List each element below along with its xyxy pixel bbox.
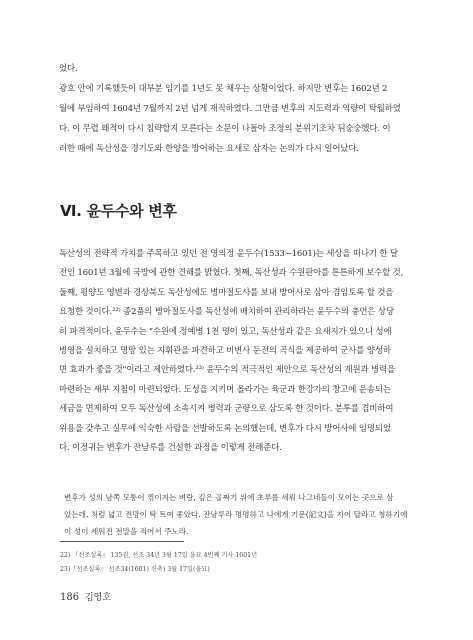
text-line: 히 파격적이다. 윤두수는 "수원에 정예병 1천 명이 있고, 독산성과 같은 요새지가 있으니 성에 (59, 325, 392, 336)
text-line: 다. 이 무렵 왜적이 다시 침략할지 모른다는 소문이 나돌아 조정의 분위기조차 뒤숭숭했다. 이 (59, 123, 391, 133)
quote-line: 았는데, 처럼 넓고 전망이 탁 트여 좋았다. 잔남루라 명명하고 나에게 기문(記文)을 지어 달라고 청하기에 (64, 510, 408, 519)
text-line: 었다. (59, 63, 78, 73)
text-line: 세금을 면제하여 모두 독산성에 소속시켜 병력과 군량으로 삼도록 한 것이다. 분투를 겸비하여 (59, 403, 394, 414)
text-line: 면 효과가 좋을 것"이라고 제안하였다.²³⁾ 윤두수의 적극적인 제안으로 독산성의 재원과 병력을 (59, 364, 396, 375)
quote-line: 이 성이 세워진 전말을 적어서 주노라. (64, 527, 189, 536)
section-heading: Ⅵ. 윤두수와 변후 (60, 202, 177, 220)
block-quote (64, 489, 410, 540)
text-line: 둘째, 평양도 영변과 경상북도 독산성에도 병마절도사를 보내 방어사로 삼아 겸임토록 할 것을 (59, 286, 394, 297)
footnote-divider (60, 541, 184, 542)
footnote: 22) 『선조실록』 135권, 선조 34년 3월 17일 을묘 4번째 기사 1601년 (60, 552, 258, 559)
main-paragraph (59, 244, 412, 457)
text-line: 러한 때에 독산성을 경기도와 한양을 방어하는 요새로 삼자는 논의가 다시 일어났다. (59, 143, 359, 153)
text-line: 위용을 갖추고 실무에 익숙한 사람을 선발하도록 논의했는데, 변후가 다시 방어사에 임명되었 (59, 422, 391, 433)
page-folio (60, 590, 111, 603)
text-line: 요청한 것이다.²²⁾ 종2품의 병마절도사를 독산성에 배치하여 관리하라는 윤두수의 충언은 상당 (59, 306, 394, 317)
text-line: 독산성의 전략적 가치를 주목하고 있던 전 영의정 윤두수(1533~1601)는 세상을 떠나기 한 달 (59, 248, 398, 258)
text-line: 마련하는 새부 지침이 마련되었다. 도성을 지키며 올라가는 육군과 한강가의 창고에 운송되는 (59, 383, 391, 394)
text-line: 다. 이정귀는 변후가 잔남루를 건설한 과정을 이렇게 전해준다. (59, 441, 282, 452)
top-paragraph (59, 58, 412, 158)
text-line: 전인 1601년 3월에 국방에 관한 견해를 밝혔다. 첫째, 독산성과 수원판아를 튼튼하게 보수할 것, (59, 267, 404, 278)
author-name: 김영호 (84, 593, 112, 603)
footnote: 23)『선조실록』 선조34(1601) 신축) 3월 17일(을묘) (60, 566, 210, 573)
text-line: 광호 안에 기록했듯이 대부분 임기를 1년도 못 채우는 상황이었다. 하지만 변후는 1602년 2 (59, 83, 388, 93)
text-line: 병영을 설치하고 명망 있는 지휘관을 파견하고 비변사 둔전의 곡식을 제공하여 군사를 양성하 (59, 344, 391, 355)
quote-line: 변후가 성의 남쪽 모퉁이 꺾이지는 벼랑, 깊은 골짜기 위에 초루를 세워 나그네들이 모이는 곳으로 삼 (64, 493, 394, 502)
text-line: 월에 부임하여 1604년 7월까지 2년 넘게 재직하였다. 그만큼 변후의 지도력과 역량이 탁월하였 (59, 103, 401, 113)
page-number: 186 (60, 592, 80, 603)
